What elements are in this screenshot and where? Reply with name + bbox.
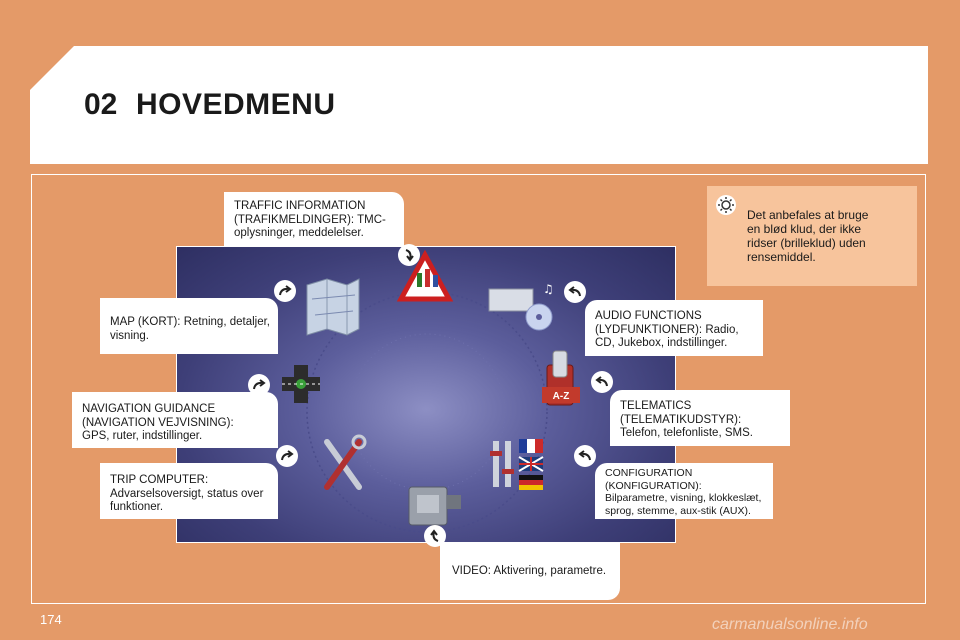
cd-player-icon[interactable]: [489, 282, 554, 330]
chapter-number: 02: [84, 88, 118, 121]
callout-navigation-guidance: [72, 392, 278, 448]
svg-text:♫: ♫: [543, 282, 554, 296]
callout-audio-functions: [585, 300, 763, 356]
callout-trip-text: TRIP COMPUTER: Advarselsoversigt, status over funktioner.: [110, 474, 264, 513]
map-icon[interactable]: [307, 279, 359, 335]
directory-badge-label: A-Z: [552, 391, 570, 402]
callout-audio-text: AUDIO FUNCTIONS (LYDFUNKTIONER): Radio, CD, Jukebox, indstillinger.: [595, 310, 739, 349]
callout-telematics-text: TELEMATICS (TELEMATIKUDSTYR): Telefon, telefonliste, SMS.: [620, 400, 753, 439]
sun-icon: [715, 194, 737, 216]
arrow-left-icon: [574, 445, 596, 467]
video-camera-icon[interactable]: [409, 487, 461, 525]
page-number: 174: [40, 612, 62, 627]
callout-video-text: VIDEO: Aktivering, parametre.: [452, 565, 607, 577]
callout-trip-computer: [100, 463, 278, 519]
callout-telematics: [610, 390, 790, 446]
dial-inner-ring: [349, 334, 505, 490]
arrow-up-icon: [424, 525, 446, 547]
road-junction-icon[interactable]: [282, 365, 320, 403]
arrow-left-icon: [591, 371, 613, 393]
phone-directory-icon[interactable]: [542, 351, 580, 405]
tip-box: [707, 186, 917, 286]
callout-map-text: MAP (KORT): Retning, detaljer, visning.: [110, 316, 271, 342]
arrow-right-icon: [248, 374, 270, 396]
arrow-down-icon: [398, 244, 420, 266]
page-title: HOVEDMENU: [136, 88, 336, 121]
tools-icon[interactable]: [327, 436, 365, 487]
arrow-left-icon: [564, 281, 586, 303]
callout-map: [100, 298, 278, 354]
callout-configuration: [595, 463, 773, 519]
callout-traffic-information: [224, 192, 404, 246]
tip-text: Det anbefales at bruge en blød klud, der ikke ridser (brilleklud) uden rensemiddel.: [747, 208, 869, 264]
language-flags-icon[interactable]: [490, 439, 543, 490]
arrow-right-icon: [276, 445, 298, 467]
arrow-right-icon: [274, 280, 296, 302]
callout-navigation-text: NAVIGATION GUIDANCE (NAVIGATION VEJVISNING): GPS, ruter, indstillinger.: [82, 403, 234, 442]
callout-video: [440, 543, 620, 600]
callout-traffic-text: TRAFFIC INFORMATION (TRAFIKMELDINGER): TMC- oplysninger, meddelelser.: [234, 200, 386, 239]
watermark: carmanualsonline.info: [712, 616, 868, 633]
callout-configuration-text: CONFIGURATION (KONFIGURATION): Bilparametre, visning, klokkeslæt, sprog, stemme, aux-stik (AUX).: [605, 467, 762, 517]
